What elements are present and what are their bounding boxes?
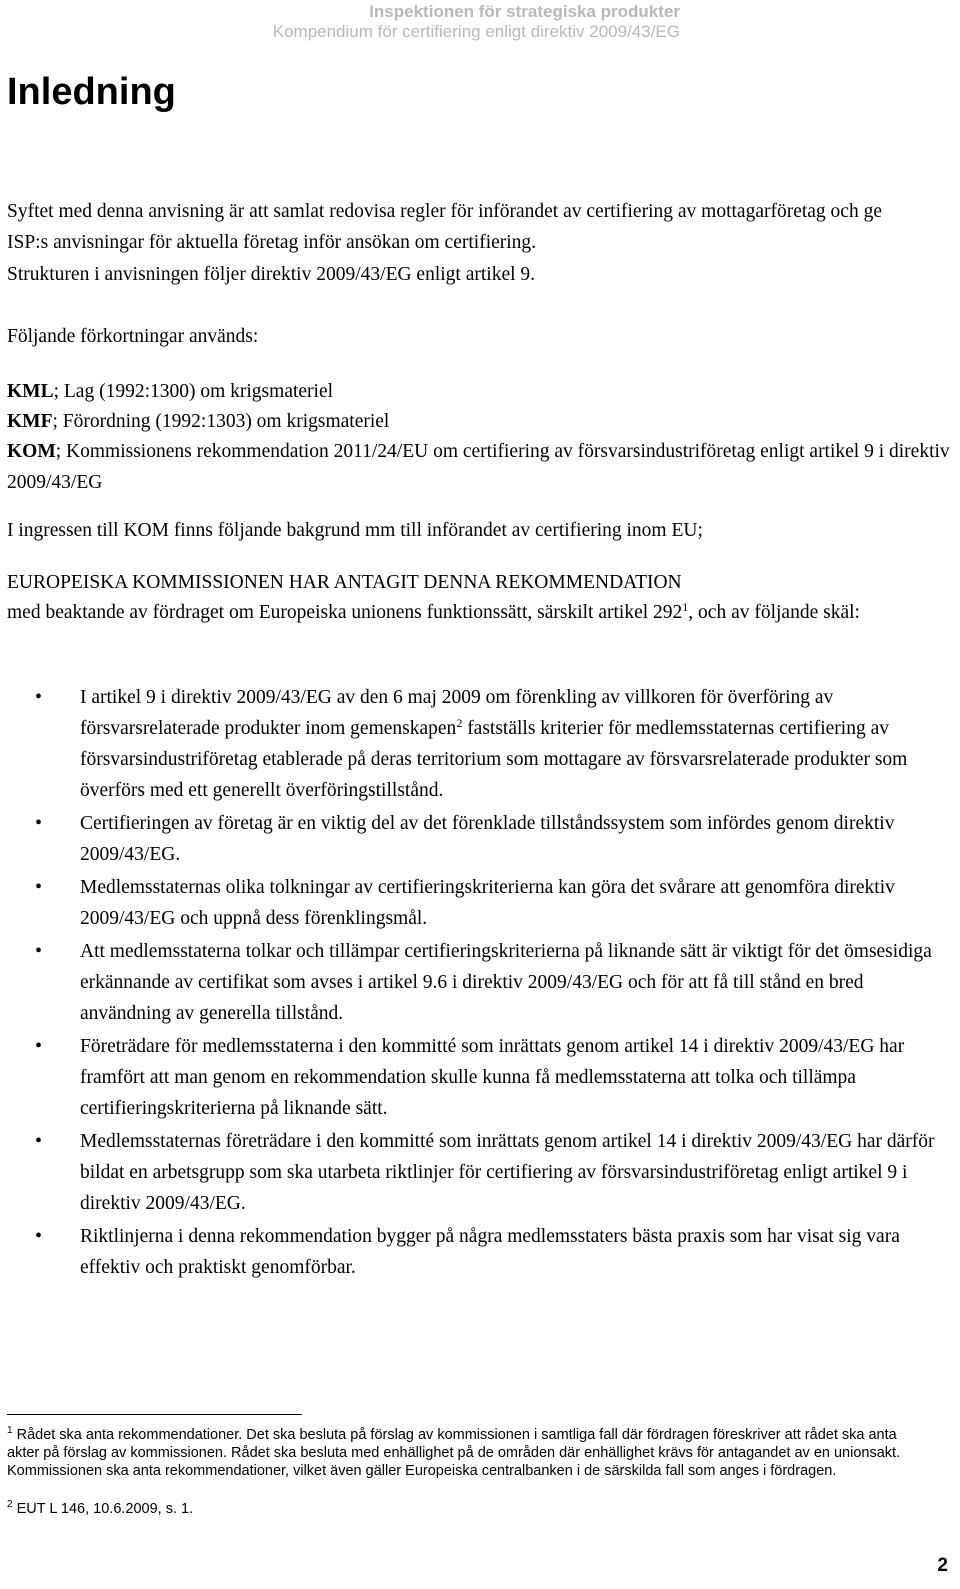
ingress-paragraph: I ingressen till KOM finns följande bakgrund mm till införandet av certifiering inom EU; [7, 520, 703, 541]
bullet-icon: • [35, 686, 43, 708]
abbreviation-definition: ; Lag (1992:1300) om krigsmateriel [53, 381, 334, 402]
abbreviation-definition: ; Förordning (1992:1303) om krigsmateriel [52, 411, 390, 432]
footnote-text: Rådet ska anta rekommendationer. Det ska besluta på förslag av kommissionen i samtliga fall där fördragen föreskriver att rådet ska anta akter på förslag av kommissionen. Rådet ska besluta med enhällighet på de områden där enhällighet krävs för antagandet av en unionsakt. Kommissionen ska anta rekommendationer, vilket även gäller Europeiska centralbanken i de särskilda fall som anges i fördragen. [7, 1427, 901, 1479]
list-item [0, 1126, 940, 1219]
footnote-number: 2 [7, 1499, 13, 1510]
commission-heading: EUROPEISKA KOMMISSIONEN HAR ANTAGIT DENNA REKOMMENDATION [7, 572, 682, 593]
list-item-text: Riktlinjerna i denna rekommendation bygger på några medlemsstaters bästa praxis som har visat sig vara effektiv och praktiskt genomförbar. [80, 1226, 900, 1278]
footnote-1 [7, 1426, 927, 1480]
intro-paragraph-2: Strukturen i anvisningen följer direktiv 2009/43/EG enligt artikel 9. [7, 264, 536, 285]
abbreviation-kml [7, 376, 927, 407]
recitals-list [0, 682, 940, 1285]
abbreviation-definition: ; Kommissionens rekommendation 2011/24/EU om certifiering av försvarsindustriföretag enligt artikel 9 i direktiv 2009/43/EG [7, 441, 950, 493]
list-item-text: I artikel 9 i direktiv 2009/43/EG av den 6 maj 2009 om förenkling av villkoren för överföring av försvarsrelaterade produkter inom gemenskapen [80, 687, 834, 739]
list-item [0, 808, 940, 870]
footnote-ref-1: 1 [682, 600, 689, 614]
footnote-separator [7, 1414, 302, 1415]
page-number: 2 [937, 1555, 948, 1576]
bullet-icon: • [35, 1225, 43, 1247]
running-header [0, 2, 680, 42]
list-item [0, 872, 940, 934]
bullet-icon: • [35, 812, 43, 834]
page-title: Inledning [7, 71, 176, 113]
intro-paragraph-3: Följande förkortningar används: [7, 326, 259, 347]
bullet-icon: • [35, 1035, 43, 1057]
intro-paragraph-1: Syftet med denna anvisning är att samlat redovisa regler för införandet av certifiering av mottagarföretag och ge ISP:s anvisningar för aktuella företag inför ansökan om certifiering. [7, 201, 882, 253]
list-item [0, 1221, 940, 1283]
list-item-text: Medlemsstaternas olika tolkningar av certifieringskriterierna kan göra det svårare att genomföra direktiv 2009/43/EG och uppnå dess förenklingsmål. [80, 877, 895, 929]
abbreviation-kom [7, 436, 952, 498]
list-item-text: Certifieringen av företag är en viktig del av det förenklade tillståndssystem som infördes genom direktiv 2009/43/EG. [80, 813, 895, 865]
list-item-text: Företrädare för medlemsstaterna i den kommitté som inrättats genom artikel 14 i direktiv 2009/43/EG har framfört att man genom en rekommendation skulle kunna få medlemsstaterna att tolka och tillämpa certifieringskriterierna på liknande sätt. [80, 1036, 905, 1119]
bullet-icon: • [35, 940, 43, 962]
header-subtitle: Kompendium för certifiering enligt direktiv 2009/43/EG [272, 22, 680, 41]
bullet-icon: • [35, 1130, 43, 1152]
abbreviation-term: KOM [7, 441, 56, 462]
abbreviation-kmf [7, 406, 927, 437]
footnote-number: 1 [7, 1425, 13, 1436]
footnote-text: EUT L 146, 10.6.2009, s. 1. [12, 1501, 194, 1517]
list-item-text: Medlemsstaternas företrädare i den kommitté som inrättats genom artikel 14 i direktiv 2009/43/EG har därför bildat en arbetsgrupp som ska utarbeta riktlinjer för certifiering av försvarsindustriföretag enligt artikel 9 i direktiv 2009/43/EG. [80, 1131, 935, 1214]
bullet-icon: • [35, 876, 43, 898]
list-item-text-end: fastställs kriterier för medlemsstaternas certifiering av försvarsindustriföretag etablerade på deras territorium som mottagare av försvarsrelaterade produkter som överförs med ett generellt överföringstillstånd. [80, 718, 908, 801]
footnote-ref-2: 2 [456, 716, 463, 730]
list-item [0, 1031, 940, 1124]
recital-text: med beaktande av fördraget om Europeiska unionens funktionssätt, särskilt artikel 292 [7, 602, 683, 623]
recital-text-end: , och av följande skäl: [688, 602, 860, 623]
list-item-text: Att medlemsstaterna tolkar och tillämpar certifieringskriterierna på liknande sätt är viktigt för det ömsesidiga erkännande av certifikat som avses i artikel 9.6 i direktiv 2009/43/EG och för att få till stånd en bred användning av generella tillstånd. [80, 941, 932, 1024]
list-item [0, 682, 940, 806]
list-item [0, 936, 940, 1029]
footnote-2 [7, 1500, 927, 1518]
header-title: Inspektionen för strategiska produkter [369, 2, 680, 21]
abbreviation-term: KML [7, 381, 54, 402]
commission-recital [7, 597, 897, 628]
abbreviation-term: KMF [7, 411, 53, 432]
